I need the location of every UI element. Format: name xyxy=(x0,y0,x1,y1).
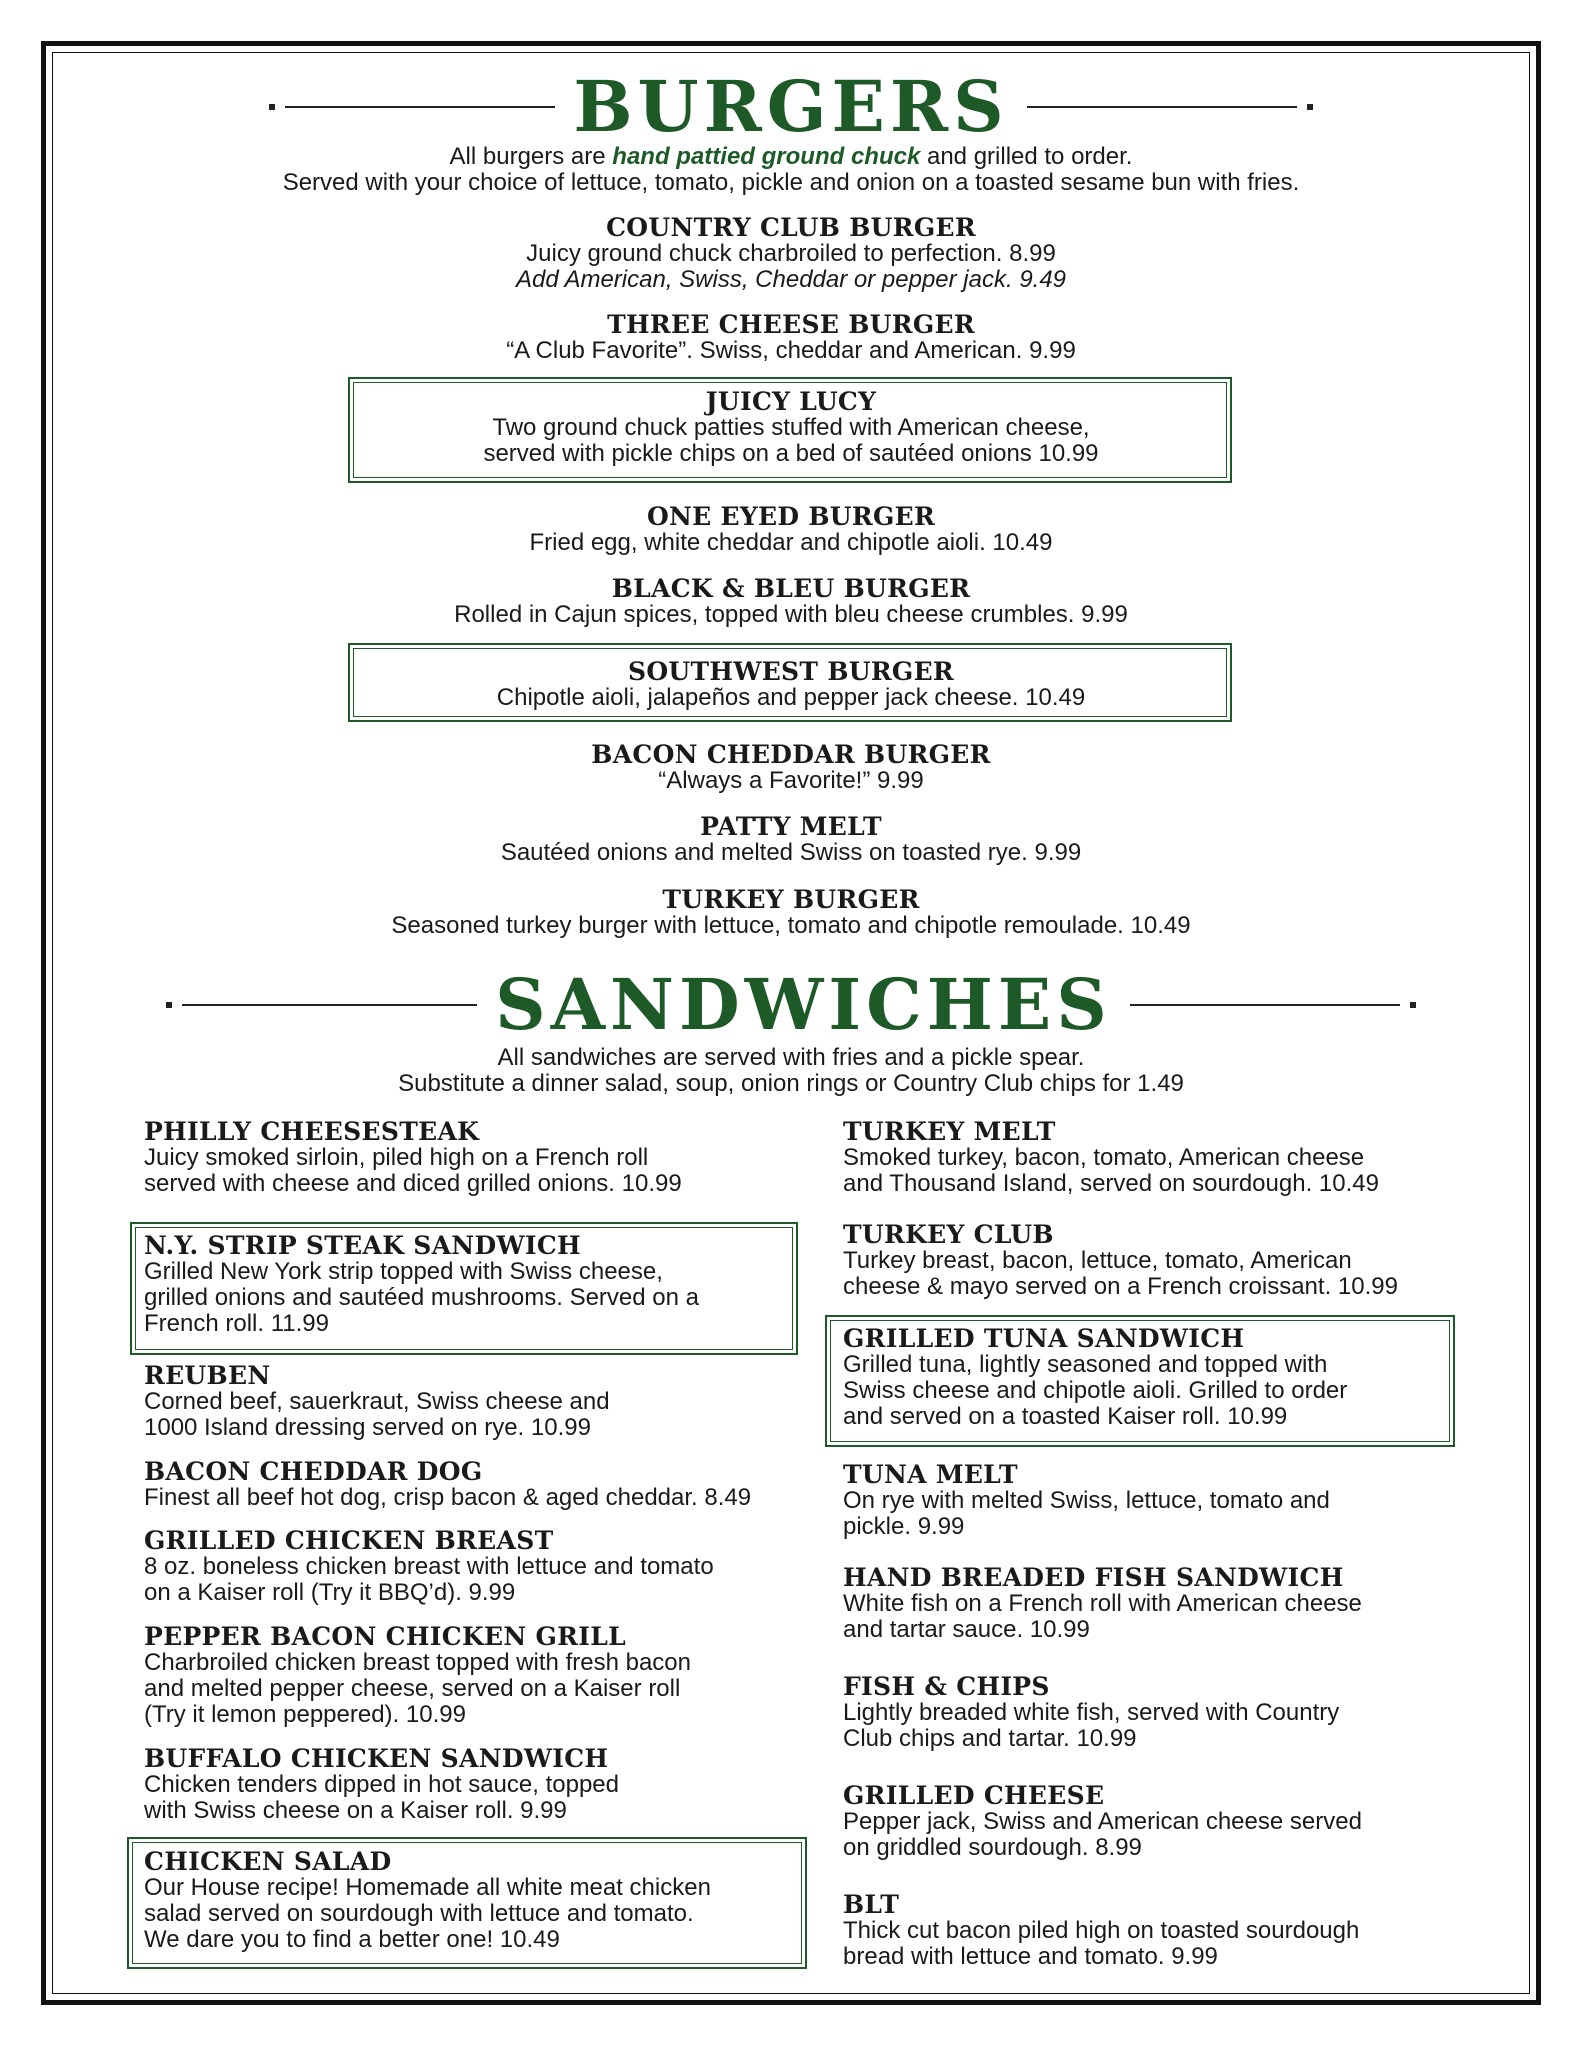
item-desc: cheese & mayo served on a French croissant. 10.99 xyxy=(843,1273,1398,1300)
item-desc: salad served on sourdough with lettuce and tomato. xyxy=(144,1900,694,1927)
burgers-intro xyxy=(0,144,1582,196)
item-desc: Fried egg, white cheddar and chipotle aioli. 10.49 xyxy=(529,529,1053,556)
item-desc: Club chips and tartar. 10.99 xyxy=(843,1725,1137,1752)
item-name: COUNTRY CLUB BURGER xyxy=(606,213,976,242)
menu-item xyxy=(0,575,1582,628)
menu-item xyxy=(144,1745,619,1824)
menu-item xyxy=(843,1221,1398,1300)
intro-text: All burgers are xyxy=(449,143,613,170)
menu-item xyxy=(144,1623,691,1728)
item-desc: We dare you to find a better one! 10.49 xyxy=(144,1926,560,1953)
item-desc: Chicken tenders dipped in hot sauce, topped xyxy=(144,1771,619,1798)
item-desc: Charbroiled chicken breast topped with fresh bacon xyxy=(144,1649,691,1676)
item-desc: and melted pepper cheese, served on a Kaiser roll xyxy=(144,1675,681,1702)
item-desc: On rye with melted Swiss, lettuce, tomato and xyxy=(843,1487,1330,1514)
burgers-header xyxy=(0,65,1582,148)
rule-dot xyxy=(269,104,275,110)
item-desc: grilled onions and sautéed mushrooms. Served on a xyxy=(144,1284,699,1311)
item-name: JUICY LUCY xyxy=(705,387,877,416)
menu-item-featured xyxy=(843,1325,1347,1430)
item-desc: Juicy ground chuck charbroiled to perfection. 8.99 xyxy=(526,240,1056,267)
item-desc: Thick cut bacon piled high on toasted sourdough xyxy=(843,1917,1360,1944)
item-desc: and Thousand Island, served on sourdough. 10.49 xyxy=(843,1170,1379,1197)
menu-item xyxy=(0,741,1582,794)
intro-text: Served with your choice of lettuce, tomato, pickle and onion on a toasted sesame bun with fries. xyxy=(282,169,1300,196)
item-name: REUBEN xyxy=(144,1361,271,1390)
item-desc: on a Kaiser roll (Try it BBQ’d). 9.99 xyxy=(144,1579,516,1606)
item-desc: 1000 Island dressing served on rye. 10.99 xyxy=(144,1414,591,1441)
item-desc: Juicy smoked sirloin, piled high on a French roll xyxy=(144,1144,649,1171)
item-desc: Turkey breast, bacon, lettuce, tomato, American xyxy=(843,1247,1352,1274)
item-name: GRILLED TUNA SANDWICH xyxy=(843,1324,1245,1353)
item-desc: Pepper jack, Swiss and American cheese served xyxy=(843,1808,1362,1835)
menu-item xyxy=(0,214,1582,293)
item-desc: served with pickle chips on a bed of sautéed onions 10.99 xyxy=(483,440,1099,467)
menu-item xyxy=(843,1673,1339,1752)
menu-item xyxy=(144,1362,610,1441)
item-name: BACON CHEDDAR DOG xyxy=(144,1457,483,1486)
intro-text: and grilled to order. xyxy=(920,143,1133,170)
item-name: BACON CHEDDAR BURGER xyxy=(591,740,991,769)
item-name: BLT xyxy=(843,1890,900,1919)
item-desc: pickle. 9.99 xyxy=(843,1513,965,1540)
menu-item-featured xyxy=(144,1232,699,1337)
item-name: BLACK & BLEU BURGER xyxy=(611,574,971,603)
item-desc: Seasoned turkey burger with lettuce, tomato and chipotle remoulade. 10.49 xyxy=(391,912,1191,939)
rule-dot xyxy=(1307,104,1313,110)
item-desc: Two ground chuck patties stuffed with American cheese, xyxy=(492,414,1090,441)
item-desc: White fish on a French roll with American cheese xyxy=(843,1590,1362,1617)
item-desc: (Try it lemon peppered). 10.99 xyxy=(144,1701,466,1728)
item-name: BUFFALO CHICKEN SANDWICH xyxy=(144,1744,609,1773)
sandwiches-header xyxy=(0,963,1582,1046)
item-name: PEPPER BACON CHICKEN GRILL xyxy=(144,1622,626,1651)
item-desc: Sautéed onions and melted Swiss on toasted rye. 9.99 xyxy=(500,839,1082,866)
item-name: HAND BREADED FISH SANDWICH xyxy=(843,1563,1344,1592)
item-desc: Chipotle aioli, jalapeños and pepper jack cheese. 10.49 xyxy=(496,684,1086,711)
menu-item xyxy=(843,1564,1362,1643)
menu-item xyxy=(843,1891,1359,1970)
menu-item-featured xyxy=(0,658,1582,711)
item-desc: bread with lettuce and tomato. 9.99 xyxy=(843,1943,1218,1970)
item-name: N.Y. STRIP STEAK SANDWICH xyxy=(144,1231,581,1260)
item-name: GRILLED CHICKEN BREAST xyxy=(144,1526,554,1555)
rule-line xyxy=(285,106,555,108)
item-desc: with Swiss cheese on a Kaiser roll. 9.99 xyxy=(144,1797,567,1824)
menu-item-featured xyxy=(144,1848,711,1953)
item-name: THREE CHEESE BURGER xyxy=(607,310,975,339)
rule-dot xyxy=(166,1002,172,1008)
rule-line xyxy=(1027,106,1297,108)
item-name: TURKEY MELT xyxy=(843,1117,1056,1146)
item-desc: Lightly breaded white fish, served with Country xyxy=(843,1699,1340,1726)
item-note: Add American, Swiss, Cheddar or pepper jack. 9.49 xyxy=(515,266,1067,293)
burgers-title: BURGERS xyxy=(573,65,1009,148)
rule-line xyxy=(1130,1004,1400,1006)
item-desc: French roll. 11.99 xyxy=(144,1310,329,1337)
item-name: PHILLY CHEESESTEAK xyxy=(144,1117,480,1146)
item-name: ONE EYED BURGER xyxy=(646,502,936,531)
item-desc: Our House recipe! Homemade all white meat chicken xyxy=(144,1874,711,1901)
item-desc: “A Club Favorite”. Swiss, cheddar and American. 9.99 xyxy=(506,337,1076,364)
intro-text: Substitute a dinner salad, soup, onion rings or Country Club chips for 1.49 xyxy=(398,1070,1184,1097)
menu-item-featured xyxy=(0,388,1582,467)
item-desc: 8 oz. boneless chicken breast with lettuce and tomato xyxy=(144,1553,714,1580)
rule-dot xyxy=(1410,1002,1416,1008)
menu-item xyxy=(843,1118,1379,1197)
item-desc: served with cheese and diced grilled onions. 10.99 xyxy=(144,1170,682,1197)
item-desc: Grilled tuna, lightly seasoned and topped with xyxy=(843,1351,1328,1378)
intro-emphasis: hand pattied ground chuck xyxy=(612,143,921,170)
menu-item xyxy=(144,1458,751,1511)
item-name: SOUTHWEST BURGER xyxy=(627,657,955,686)
item-desc: on griddled sourdough. 8.99 xyxy=(843,1834,1142,1861)
menu-item xyxy=(0,503,1582,556)
item-desc: and tartar sauce. 10.99 xyxy=(843,1616,1090,1643)
item-name: CHICKEN SALAD xyxy=(144,1847,392,1876)
item-desc: Grilled New York strip topped with Swiss cheese, xyxy=(144,1258,663,1285)
item-name: TUNA MELT xyxy=(843,1460,1018,1489)
item-name: GRILLED CHEESE xyxy=(843,1781,1105,1810)
item-name: PATTY MELT xyxy=(700,812,882,841)
menu-item xyxy=(0,813,1582,866)
menu-item xyxy=(843,1782,1362,1861)
item-name: FISH & CHIPS xyxy=(843,1672,1050,1701)
item-desc: and served on a toasted Kaiser roll. 10.99 xyxy=(843,1403,1288,1430)
item-desc: Finest all beef hot dog, crisp bacon & aged cheddar. 8.49 xyxy=(144,1484,752,1511)
rule-line xyxy=(182,1004,477,1006)
menu-item xyxy=(843,1461,1330,1540)
item-desc: Rolled in Cajun spices, topped with bleu cheese crumbles. 9.99 xyxy=(454,601,1128,628)
menu-item xyxy=(144,1118,682,1197)
item-desc: Corned beef, sauerkraut, Swiss cheese and xyxy=(144,1388,610,1415)
menu-item xyxy=(144,1527,714,1606)
sandwiches-title: SANDWICHES xyxy=(495,963,1112,1046)
item-desc: “Always a Favorite!” 9.99 xyxy=(658,767,924,794)
menu-item xyxy=(0,886,1582,939)
menu-item xyxy=(0,311,1582,364)
sandwiches-intro xyxy=(0,1045,1582,1097)
item-name: TURKEY BURGER xyxy=(662,885,920,914)
item-name: TURKEY CLUB xyxy=(843,1220,1054,1249)
intro-text: All sandwiches are served with fries and a pickle spear. xyxy=(497,1044,1085,1071)
item-desc: Smoked turkey, bacon, tomato, American cheese xyxy=(843,1144,1365,1171)
item-desc: Swiss cheese and chipotle aioli. Grilled to order xyxy=(843,1377,1348,1404)
